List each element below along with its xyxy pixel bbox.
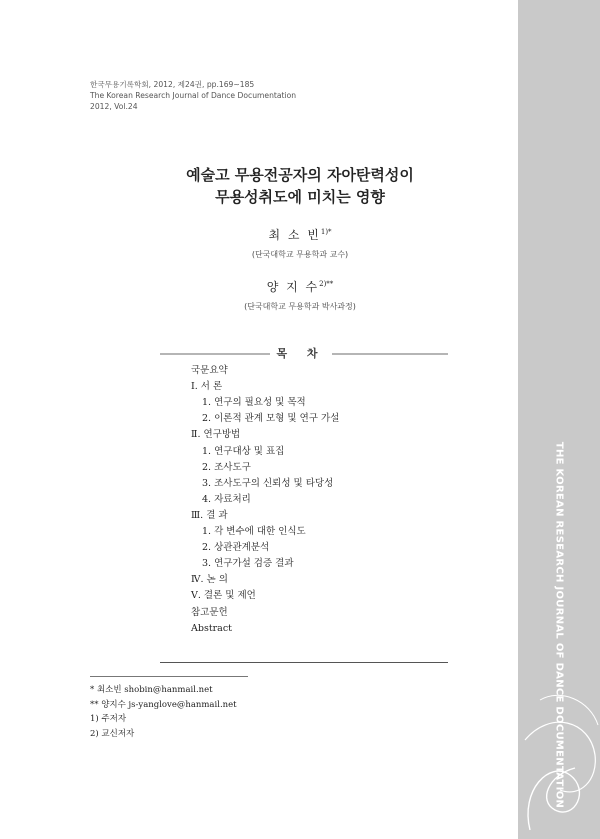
footnote-rule	[90, 676, 248, 677]
author-1-name: 최 소 빈	[268, 228, 321, 242]
journal-header	[90, 79, 390, 112]
paper-title-line2: 무용성취도에 미치는 영향	[215, 188, 385, 206]
author-1-mark: 1)*	[320, 228, 332, 236]
header-citation: 한국무용기록학회, 2012, 제24권, pp.169~185	[90, 80, 255, 89]
footnote-item: 1) 주저자	[90, 714, 127, 724]
toc-item: 2. 이론적 관계 모형 및 연구 가설	[202, 413, 340, 425]
toc-item: 2. 상관관계분석	[202, 542, 270, 554]
toc-item: 2. 조사도구	[202, 461, 251, 473]
toc-item: Ⅴ. 결론 및 제언	[191, 590, 256, 602]
paper-title-line1: 예술고 무용전공자의 자아탄력성이	[186, 166, 414, 184]
sidebar-journal-name: THE KOREAN RESEARCH JOURNAL OF DANCE DOCUMENTATION	[553, 441, 565, 809]
decorative-swirl-icon	[520, 680, 600, 839]
toc-bottom-rule	[160, 662, 448, 663]
toc-item: 참고문헌	[191, 606, 228, 618]
toc-item: 3. 조사도구의 신뢰성 및 타당성	[202, 477, 334, 489]
footnote-item: 2) 교신저자	[90, 728, 135, 739]
toc-item: 4. 자료처리	[202, 493, 251, 505]
author-1-affiliation: (단국대학교 무용학과 교수)	[251, 250, 349, 259]
toc-rule-left	[160, 353, 270, 355]
toc-item: Ⅳ. 논 의	[191, 574, 228, 586]
footnote-item: * 최소빈 shobin@hanmail.net	[90, 685, 213, 695]
footnote-item: ** 양지수 js-yanglove@hanmail.net	[90, 699, 237, 710]
toc-item: 국문요약	[191, 365, 228, 376]
toc-item: 1. 연구대상 및 표집	[202, 445, 285, 457]
toc-item: 1. 연구의 필요성 및 목적	[202, 397, 306, 409]
toc-item: Ⅰ. 서 론	[191, 381, 223, 393]
author-2-name: 양 지 수	[266, 280, 320, 294]
toc-item: 1. 각 변수에 대한 인식도	[202, 526, 306, 537]
toc-item: Ⅱ. 연구방법	[191, 429, 241, 441]
author-2	[160, 278, 440, 295]
toc-heading: 목 차	[276, 347, 326, 360]
header-volume: 2012, Vol.24	[90, 102, 138, 111]
author-2-mark: 2)**	[319, 280, 334, 288]
toc-item: Ⅲ. 결 과	[191, 509, 228, 521]
author-2-affiliation: (단국대학교 무용학과 박사과정)	[244, 302, 356, 311]
toc-item: 3. 연구가설 검증 결과	[202, 558, 294, 570]
author-1	[160, 226, 440, 243]
toc-item: Abstract	[191, 622, 232, 634]
toc-rule-right	[332, 353, 448, 355]
header-journal-title: The Korean Research Journal of Dance Documentation	[90, 91, 297, 100]
